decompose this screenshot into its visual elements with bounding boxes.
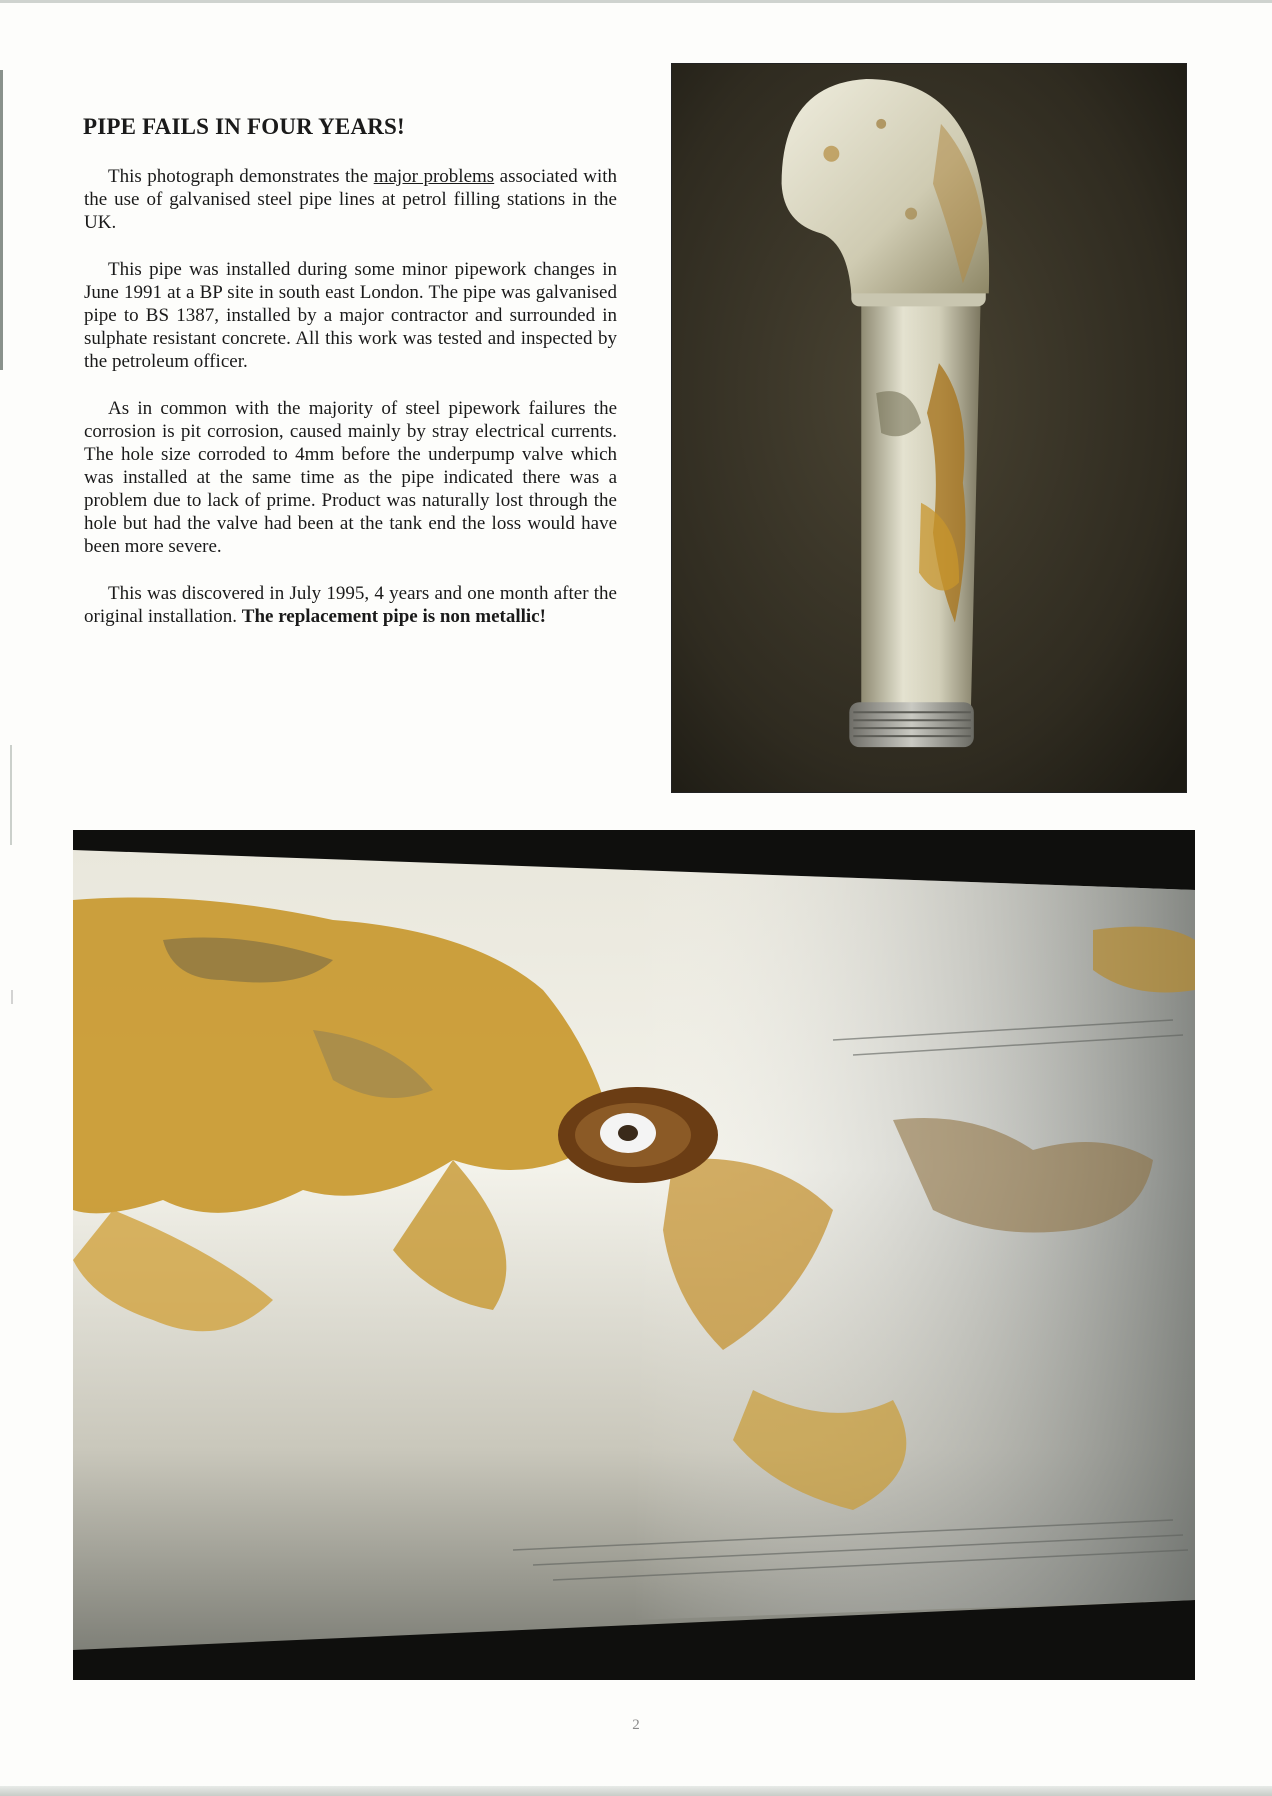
emphasis-underlined: major problems — [373, 166, 495, 187]
scan-left-line — [10, 745, 12, 845]
paragraph-4-text: This was discovered in July 1995, 4 years and one month after the original installation. — [84, 583, 617, 627]
article-title: PIPE FAILS IN FOUR YEARS! — [83, 114, 405, 139]
paragraph-2: This pipe was installed during some minor pipework changes in June 1991 at a BP site in south east London. The pipe was galvanised pipe to BS 1387, installed by a major contractor and surrounded in sulphate resistant concrete. All this work was tested and inspected by the petroleum officer. — [84, 259, 617, 372]
scan-bottom-edge — [0, 1786, 1272, 1796]
paragraph-1 — [84, 165, 617, 234]
scan-top-edge — [0, 0, 1272, 3]
scan-left-mark — [0, 70, 3, 370]
paragraph-4 — [84, 582, 617, 628]
paragraph-3: As in common with the majority of steel pipework failures the corrosion is pit corrosion, caused mainly by stray electrical currents. The hole size corroded to 4mm before the underpump valve which was installed at the same time as the pipe indicated there was a problem due to lack of prime. Product was naturally lost through the hole but had the valve had been at the tank end the loss would have been more severe. — [84, 398, 617, 557]
scan-left-dot — [11, 990, 13, 1004]
paragraph-4-bold-conclusion: The replacement pipe is non metallic! — [241, 606, 546, 627]
paragraph-1-start: This photograph demonstrates the — [108, 166, 374, 187]
corrosion-closeup-illustration — [73, 830, 1195, 1680]
paragraph-1-end: associated with the use of galvanised steel pipe lines at petrol filling stations in the UK. — [84, 166, 618, 233]
photo-corroded-pipe-elbow — [671, 63, 1187, 793]
article-body — [84, 165, 617, 652]
page-number: 2 — [632, 1717, 640, 1733]
threaded-end — [849, 702, 974, 747]
pipe-elbow-illustration — [672, 64, 1186, 792]
photo-corrosion-hole-closeup — [73, 830, 1195, 1680]
